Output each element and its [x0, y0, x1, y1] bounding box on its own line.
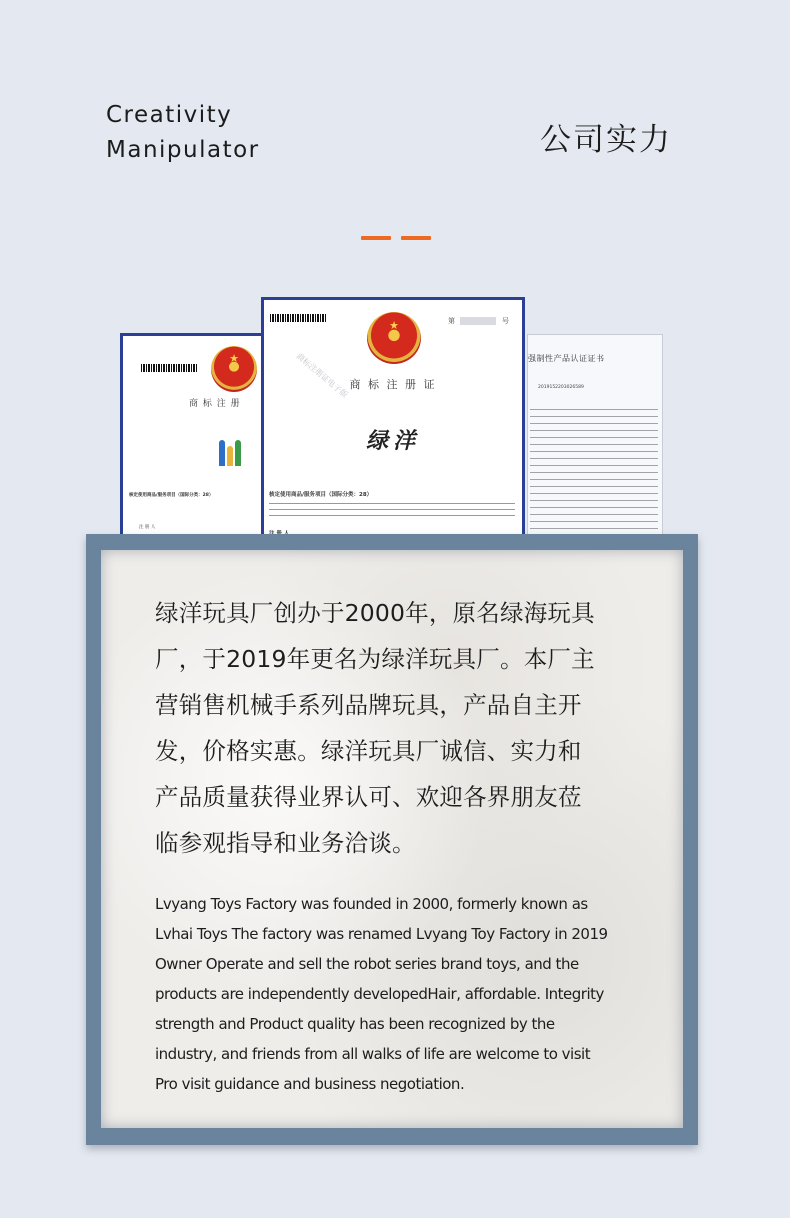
- certificate-right: [527, 334, 663, 541]
- national-emblem-icon: ★: [211, 346, 257, 392]
- certificate-center-body: [269, 500, 515, 518]
- certificate-left-goods: 核定使用商品/服务项目（国际分类：28）: [129, 493, 214, 498]
- certificate-center-heading: 商 标 注 册 证: [349, 378, 437, 391]
- brand-logo-icon: [219, 436, 247, 466]
- header-english-title-line2: Manipulator: [106, 137, 260, 163]
- header-english-title: [106, 98, 260, 168]
- certificate-center-goods: 核定使用商品/服务项目（国际分类：28）: [269, 492, 373, 498]
- trademark-name: 绿洋: [365, 428, 420, 454]
- chinese-description: 绿洋玩具厂创办于2000年，原名绿海玩具 厂，于2019年更名为绿洋玩具厂。本厂主 营销售机械手系列品牌玩具，产品自主开 发，价格实惠。绿洋玩具厂诚信、实力和 产品质量获得业界认可、欢迎各界朋友莅 临参观指导和业务洽谈。: [155, 599, 595, 857]
- certificate-number-suffix: 号: [502, 317, 509, 325]
- certificate-right-number: 2019152203026589: [538, 385, 584, 390]
- certificate-left-heading: 商 标 注 册: [189, 399, 241, 409]
- certificate-barcode: [270, 314, 326, 322]
- certificate-center: [261, 297, 525, 548]
- english-description: Lvyang Toys Factory was founded in 2000, formerly known as Lvhai Toys The factory was renamed Lvyang Toy Factory in 2019 Owner Operate and sell the robot series brand toys, and the products are independently developedHair, affordable. Integrity strength and Product quality has been recognized by the industry, and friends from all walks of life are welcome to visit Pro visit guidance and business negotiation.: [155, 895, 608, 1093]
- certificate-watermark: 商标注册证电子版: [294, 351, 350, 400]
- certificate-number-redacted: [460, 317, 496, 325]
- certificate-barcode: [141, 364, 197, 372]
- certificate-right-text-block: [530, 405, 658, 535]
- header-english-title-line1: Creativity: [106, 102, 233, 128]
- certificate-left: [120, 333, 266, 544]
- certificate-left-registrant: 注 册 人: [139, 525, 156, 530]
- certificate-right-heading: 强制性产品认证证书: [528, 354, 605, 363]
- accent-dash-left: [361, 236, 391, 240]
- content-frame: [86, 534, 698, 1145]
- header-chinese-title: 公司实力: [540, 122, 672, 158]
- accent-dash-right: [401, 236, 431, 240]
- certificate-number-label: 第: [448, 317, 455, 325]
- national-emblem-icon: ★: [367, 312, 421, 364]
- content-panel: [101, 550, 683, 1128]
